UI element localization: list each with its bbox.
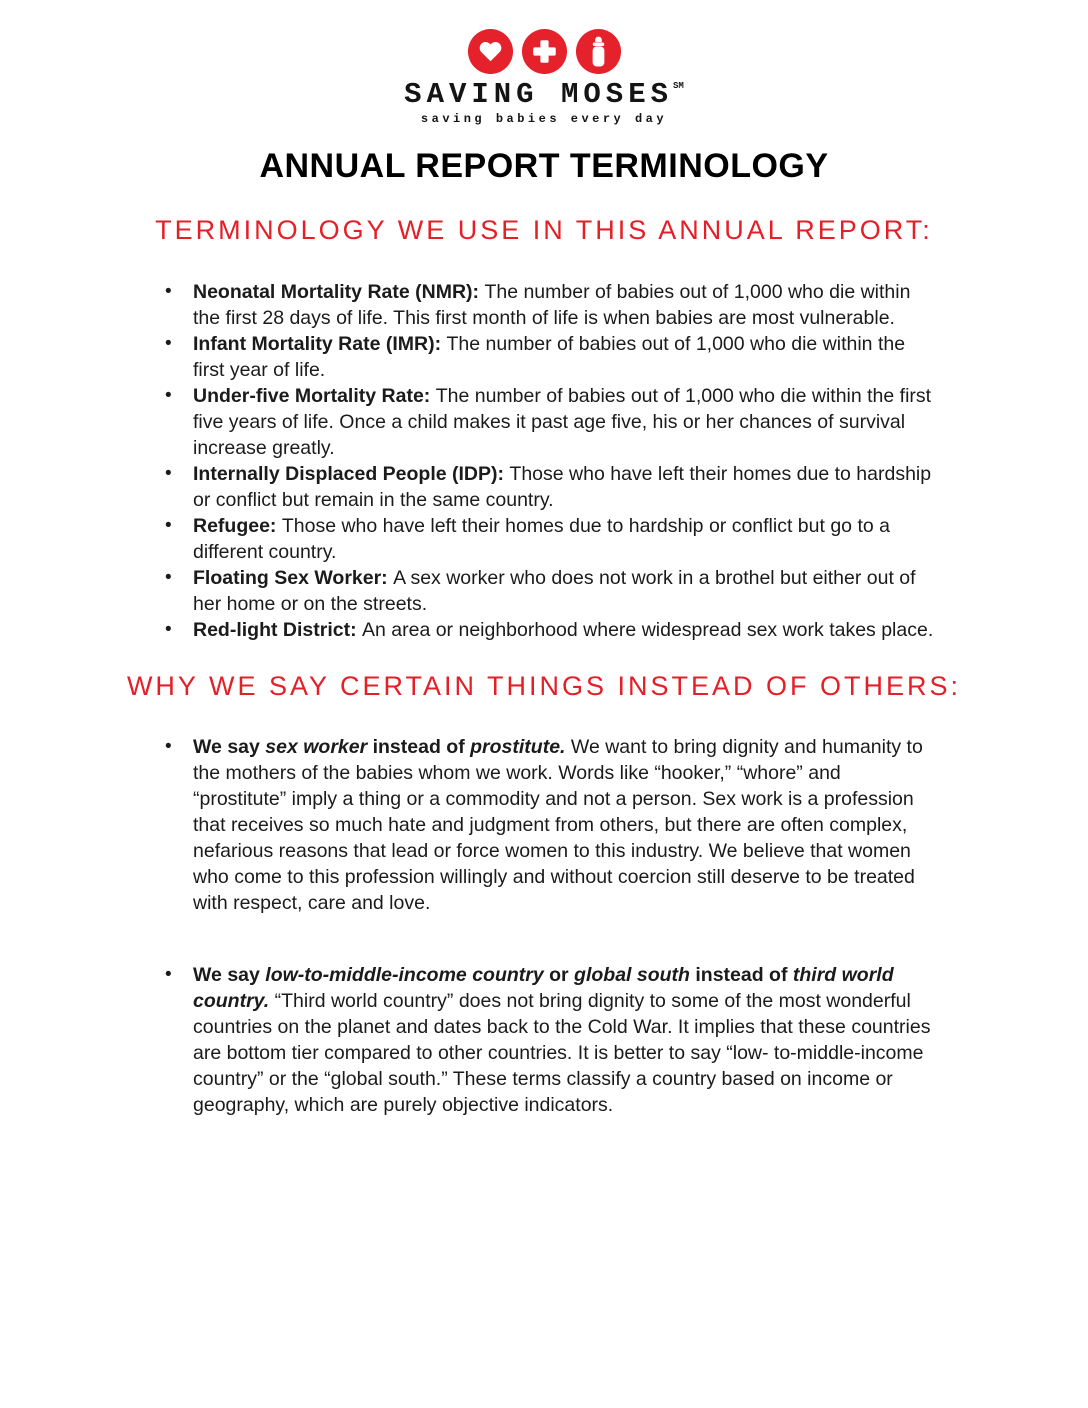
logo-icons [0, 28, 1088, 75]
list-item-text: Under-five Mortality Rate: The number of babies out of 1,000 who die within the first five years of life. Once a child makes it past age five, his or her chances of survival increase greatly. [193, 385, 932, 459]
section-heading-terminology: TERMINOLOGY WE USE IN THIS ANNUAL REPORT: [155, 215, 933, 245]
logo-wordmark: SAVING MOSES℠ [404, 78, 684, 111]
list-item-text: Floating Sex Worker: A sex worker who does not work in a brothel but either out of her home or on the streets. [193, 567, 916, 615]
terminology-list [163, 279, 935, 643]
list-item-text: We say sex worker instead of prostitute. We want to bring dignity and humanity to the mothers of the babies whom we work. Words like “hooker,” “whore” and “prostitute” imply a thing or a commodity and not a person. Sex work is a profession that receives so much hate and judgment from others, but there are often complex, nefarious reasons that lead or force women to this industry. We believe that women who come to this profession willingly and without coercion still deserve to be treated with respect, care and love. [193, 736, 923, 914]
logo-tagline: saving babies every day [420, 112, 668, 126]
list-item [163, 279, 935, 331]
list-item [163, 617, 935, 643]
list-item-text: Infant Mortality Rate (IMR): The number of babies out of 1,000 who die within the first year of life. [193, 333, 906, 381]
list-item-text: Neonatal Mortality Rate (NMR): The number of babies out of 1,000 who die within the first 28 days of life. This first month of life is when babies are most vulnerable. [193, 281, 911, 329]
cross-icon [521, 28, 568, 75]
list-item [163, 383, 935, 461]
logo [0, 0, 1088, 126]
heart-icon [467, 28, 514, 75]
list-item [163, 734, 935, 916]
page-title: ANNUAL REPORT TERMINOLOGY [259, 147, 829, 185]
list-item-text: Internally Displaced People (IDP): Those who have left their homes due to hardship or conflict but remain in the same country. [193, 463, 932, 511]
why-we-say-list [163, 734, 935, 1118]
list-item-text: Refugee: Those who have left their homes due to hardship or conflict but go to a different country. [193, 515, 890, 563]
list-item [163, 565, 935, 617]
trademark-mark: SM [673, 81, 684, 91]
list-item [163, 513, 935, 565]
list-item [163, 962, 935, 1118]
list-item-text: We say low-to-middle-income country or global south instead of third world country. “Third world country” does not bring dignity to some of the most wonderful countries on the planet and dates back to the Cold War. It implies that these countries are bottom tier compared to other countries. It is better to say “low- to-middle-income country” or the “global south.” These terms classify a country based on income or geography, which are purely objective indicators. [193, 964, 931, 1116]
baby-bottle-icon [575, 28, 622, 75]
section-heading-why-we-say: WHY WE SAY CERTAIN THINGS INSTEAD OF OTHERS: [126, 671, 962, 701]
list-item [163, 331, 935, 383]
list-item [163, 461, 935, 513]
list-item-text: Red-light District: An area or neighborhood where widespread sex work takes place. [193, 619, 934, 641]
